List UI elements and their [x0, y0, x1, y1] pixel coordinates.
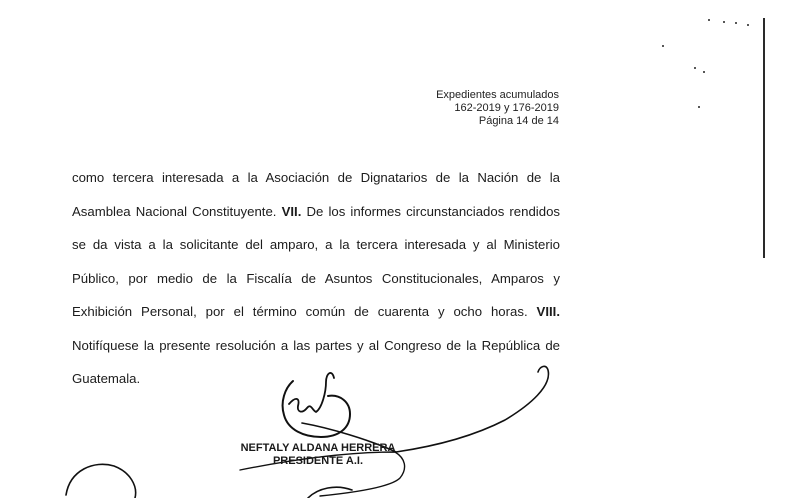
signature-loop-left: [283, 381, 350, 437]
signatory-title: PRESIDENTE A.I.: [272, 455, 364, 467]
signature-long-stroke: [302, 366, 548, 452]
section-marker-viii: VIII.: [536, 304, 560, 319]
signature-bottom-left-loop: [66, 464, 136, 498]
paragraph-text: De los informes circunstanciados rendidos se da vista a la solicitante del amparo, a la tercera interesada y al Ministerio Público, por medio de la Fiscalía de Asuntos Constitucionales, Amparos y Exhibición Personal, por el término común de cuarenta y ocho horas.: [72, 203, 560, 319]
paragraph-text: Notifíquese la presente resolución a las partes y al Congreso de la República de Guatemala.: [72, 337, 560, 386]
signatory-block: [238, 442, 398, 468]
section-marker-vii: VII.: [281, 203, 302, 219]
signatory-name: NEFTALY ALDANA HERRERA: [240, 442, 396, 454]
header-page-number: Página 14 de 14: [478, 115, 559, 127]
header-case-label: Expedientes acumulados: [436, 89, 559, 101]
header-case-numbers: 162-2019 y 176-2019: [454, 102, 559, 114]
paragraph-text: como tercera interesada a la Asociación de Dignatarios de la Nación de la Asamblea Nacional Constituyente.: [72, 170, 560, 219]
signature-inner-strokes: [289, 373, 334, 412]
